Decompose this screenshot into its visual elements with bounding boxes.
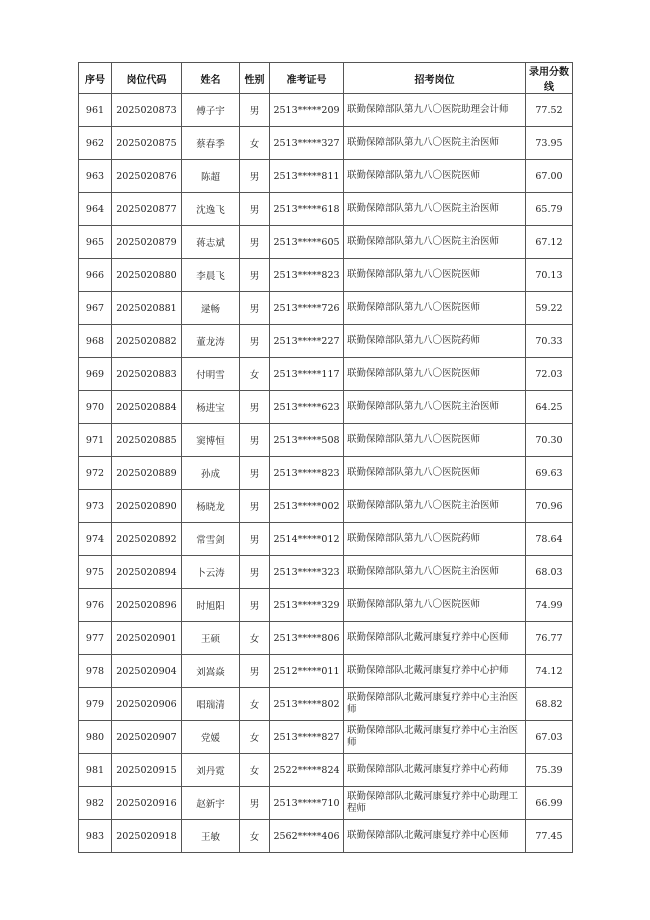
cell-name: 董龙涛 xyxy=(182,325,240,358)
cell-score: 75.39 xyxy=(526,754,573,787)
cell-gender: 男 xyxy=(240,391,270,424)
cell-score: 67.00 xyxy=(526,160,573,193)
table-row xyxy=(79,523,573,556)
table-row xyxy=(79,160,573,193)
cell-score: 70.96 xyxy=(526,490,573,523)
cell-ticket-no: 2513*****623 xyxy=(270,391,344,424)
cell-gender: 男 xyxy=(240,160,270,193)
cell-score: 65.79 xyxy=(526,193,573,226)
cell-seq: 981 xyxy=(79,754,112,787)
cell-position: 联勤保障部队北戴河康复疗养中心药师 xyxy=(344,754,526,787)
cell-ticket-no: 2513*****710 xyxy=(270,787,344,820)
cell-ticket-no: 2562*****406 xyxy=(270,820,344,853)
table-row xyxy=(79,655,573,688)
cell-seq: 975 xyxy=(79,556,112,589)
cell-score: 78.64 xyxy=(526,523,573,556)
cell-score: 66.99 xyxy=(526,787,573,820)
table-header-row xyxy=(79,63,573,94)
cell-position: 联勤保障部队北戴河康复疗养中心主治医师 xyxy=(344,721,526,754)
cell-gender: 男 xyxy=(240,787,270,820)
cell-score: 77.52 xyxy=(526,94,573,127)
cell-name: 孙成 xyxy=(182,457,240,490)
cell-ticket-no: 2513*****209 xyxy=(270,94,344,127)
cell-post-code: 2025020875 xyxy=(112,127,182,160)
header-name: 姓名 xyxy=(182,63,240,94)
cell-gender: 男 xyxy=(240,94,270,127)
cell-post-code: 2025020879 xyxy=(112,226,182,259)
cell-gender: 男 xyxy=(240,325,270,358)
table-row xyxy=(79,457,573,490)
cell-name: 逯畅 xyxy=(182,292,240,325)
cell-seq: 973 xyxy=(79,490,112,523)
cell-ticket-no: 2513*****323 xyxy=(270,556,344,589)
header-seq: 序号 xyxy=(79,63,112,94)
cell-gender: 男 xyxy=(240,556,270,589)
cell-seq: 979 xyxy=(79,688,112,721)
cell-name: 杨晓龙 xyxy=(182,490,240,523)
table-row xyxy=(79,193,573,226)
cell-seq: 982 xyxy=(79,787,112,820)
cell-score: 77.45 xyxy=(526,820,573,853)
cell-score: 67.03 xyxy=(526,721,573,754)
cell-gender: 女 xyxy=(240,754,270,787)
table-row xyxy=(79,721,573,754)
cell-post-code: 2025020885 xyxy=(112,424,182,457)
cell-seq: 967 xyxy=(79,292,112,325)
results-table xyxy=(78,62,573,853)
cell-post-code: 2025020873 xyxy=(112,94,182,127)
table-row xyxy=(79,94,573,127)
cell-score: 76.77 xyxy=(526,622,573,655)
cell-name: 常雪剑 xyxy=(182,523,240,556)
table-row xyxy=(79,820,573,853)
cell-gender: 男 xyxy=(240,226,270,259)
cell-ticket-no: 2513*****508 xyxy=(270,424,344,457)
cell-name: 党媛 xyxy=(182,721,240,754)
cell-seq: 968 xyxy=(79,325,112,358)
cell-name: 刘嵩焱 xyxy=(182,655,240,688)
cell-ticket-no: 2513*****618 xyxy=(270,193,344,226)
cell-position: 联勤保障部队第九八〇医院主治医师 xyxy=(344,127,526,160)
cell-gender: 男 xyxy=(240,292,270,325)
cell-name: 杨进宝 xyxy=(182,391,240,424)
cell-post-code: 2025020882 xyxy=(112,325,182,358)
header-score: 录用分数线 xyxy=(526,63,573,94)
cell-gender: 男 xyxy=(240,457,270,490)
cell-gender: 男 xyxy=(240,259,270,292)
cell-gender: 男 xyxy=(240,655,270,688)
cell-post-code: 2025020915 xyxy=(112,754,182,787)
table-row xyxy=(79,259,573,292)
cell-post-code: 2025020877 xyxy=(112,193,182,226)
cell-seq: 978 xyxy=(79,655,112,688)
cell-post-code: 2025020896 xyxy=(112,589,182,622)
cell-score: 74.99 xyxy=(526,589,573,622)
cell-position: 联勤保障部队第九八〇医院医师 xyxy=(344,424,526,457)
cell-post-code: 2025020884 xyxy=(112,391,182,424)
cell-position: 联勤保障部队第九八〇医院医师 xyxy=(344,457,526,490)
cell-post-code: 2025020916 xyxy=(112,787,182,820)
cell-seq: 976 xyxy=(79,589,112,622)
cell-post-code: 2025020901 xyxy=(112,622,182,655)
cell-position: 联勤保障部队第九八〇医院药师 xyxy=(344,325,526,358)
table-row xyxy=(79,226,573,259)
cell-ticket-no: 2513*****811 xyxy=(270,160,344,193)
cell-position: 联勤保障部队第九八〇医院主治医师 xyxy=(344,193,526,226)
cell-ticket-no: 2513*****327 xyxy=(270,127,344,160)
cell-seq: 983 xyxy=(79,820,112,853)
table-row xyxy=(79,556,573,589)
table-row xyxy=(79,622,573,655)
header-post-code: 岗位代码 xyxy=(112,63,182,94)
cell-name: 王敏 xyxy=(182,820,240,853)
cell-score: 70.33 xyxy=(526,325,573,358)
cell-post-code: 2025020906 xyxy=(112,688,182,721)
cell-position: 联勤保障部队第九八〇医院医师 xyxy=(344,589,526,622)
cell-ticket-no: 2513*****605 xyxy=(270,226,344,259)
cell-post-code: 2025020880 xyxy=(112,259,182,292)
table-row xyxy=(79,589,573,622)
cell-name: 卜云涛 xyxy=(182,556,240,589)
cell-ticket-no: 2513*****806 xyxy=(270,622,344,655)
cell-ticket-no: 2512*****011 xyxy=(270,655,344,688)
cell-gender: 男 xyxy=(240,424,270,457)
cell-post-code: 2025020892 xyxy=(112,523,182,556)
cell-score: 68.03 xyxy=(526,556,573,589)
cell-name: 李晨飞 xyxy=(182,259,240,292)
table-row xyxy=(79,127,573,160)
cell-score: 59.22 xyxy=(526,292,573,325)
cell-ticket-no: 2514*****012 xyxy=(270,523,344,556)
cell-seq: 962 xyxy=(79,127,112,160)
cell-position: 联勤保障部队北戴河康复疗养中心主治医师 xyxy=(344,688,526,721)
cell-seq: 974 xyxy=(79,523,112,556)
cell-seq: 980 xyxy=(79,721,112,754)
cell-gender: 男 xyxy=(240,523,270,556)
cell-position: 联勤保障部队第九八〇医院主治医师 xyxy=(344,490,526,523)
cell-seq: 964 xyxy=(79,193,112,226)
cell-name: 王硕 xyxy=(182,622,240,655)
cell-ticket-no: 2513*****823 xyxy=(270,259,344,292)
cell-seq: 961 xyxy=(79,94,112,127)
cell-seq: 965 xyxy=(79,226,112,259)
cell-ticket-no: 2513*****329 xyxy=(270,589,344,622)
table-row xyxy=(79,292,573,325)
cell-seq: 972 xyxy=(79,457,112,490)
cell-gender: 女 xyxy=(240,820,270,853)
header-gender: 性别 xyxy=(240,63,270,94)
cell-ticket-no: 2513*****002 xyxy=(270,490,344,523)
cell-ticket-no: 2513*****827 xyxy=(270,721,344,754)
cell-ticket-no: 2513*****726 xyxy=(270,292,344,325)
cell-position: 联勤保障部队第九八〇医院医师 xyxy=(344,259,526,292)
cell-position: 联勤保障部队第九八〇医院主治医师 xyxy=(344,556,526,589)
cell-gender: 男 xyxy=(240,490,270,523)
cell-gender: 男 xyxy=(240,589,270,622)
table-row xyxy=(79,787,573,820)
cell-seq: 977 xyxy=(79,622,112,655)
cell-score: 72.03 xyxy=(526,358,573,391)
cell-name: 蒋志斌 xyxy=(182,226,240,259)
cell-seq: 966 xyxy=(79,259,112,292)
cell-position: 联勤保障部队第九八〇医院助理会计师 xyxy=(344,94,526,127)
cell-seq: 970 xyxy=(79,391,112,424)
cell-name: 陈超 xyxy=(182,160,240,193)
cell-post-code: 2025020894 xyxy=(112,556,182,589)
cell-name: 时旭阳 xyxy=(182,589,240,622)
cell-ticket-no: 2513*****227 xyxy=(270,325,344,358)
cell-position: 联勤保障部队第九八〇医院医师 xyxy=(344,358,526,391)
cell-name: 赵新宇 xyxy=(182,787,240,820)
cell-ticket-no: 2513*****802 xyxy=(270,688,344,721)
cell-name: 沈逸飞 xyxy=(182,193,240,226)
table-row xyxy=(79,688,573,721)
cell-ticket-no: 2513*****117 xyxy=(270,358,344,391)
cell-position: 联勤保障部队北戴河康复疗养中心医师 xyxy=(344,622,526,655)
cell-name: 唱瑞清 xyxy=(182,688,240,721)
cell-post-code: 2025020890 xyxy=(112,490,182,523)
table-row xyxy=(79,490,573,523)
cell-score: 70.30 xyxy=(526,424,573,457)
table-row xyxy=(79,754,573,787)
cell-gender: 女 xyxy=(240,721,270,754)
cell-seq: 969 xyxy=(79,358,112,391)
cell-post-code: 2025020883 xyxy=(112,358,182,391)
table-row xyxy=(79,358,573,391)
header-ticket-no: 准考证号 xyxy=(270,63,344,94)
cell-seq: 963 xyxy=(79,160,112,193)
cell-position: 联勤保障部队第九八〇医院医师 xyxy=(344,160,526,193)
cell-post-code: 2025020881 xyxy=(112,292,182,325)
cell-position: 联勤保障部队第九八〇医院医师 xyxy=(344,292,526,325)
cell-position: 联勤保障部队第九八〇医院主治医师 xyxy=(344,391,526,424)
cell-score: 74.12 xyxy=(526,655,573,688)
cell-gender: 男 xyxy=(240,193,270,226)
cell-score: 69.63 xyxy=(526,457,573,490)
cell-score: 68.82 xyxy=(526,688,573,721)
header-position: 招考岗位 xyxy=(344,63,526,94)
cell-ticket-no: 2522*****824 xyxy=(270,754,344,787)
cell-post-code: 2025020918 xyxy=(112,820,182,853)
cell-seq: 971 xyxy=(79,424,112,457)
cell-position: 联勤保障部队第九八〇医院药师 xyxy=(344,523,526,556)
table-row xyxy=(79,391,573,424)
cell-name: 付明雪 xyxy=(182,358,240,391)
cell-post-code: 2025020904 xyxy=(112,655,182,688)
cell-score: 70.13 xyxy=(526,259,573,292)
table-row xyxy=(79,424,573,457)
cell-position: 联勤保障部队北戴河康复疗养中心助理工程师 xyxy=(344,787,526,820)
table-body xyxy=(79,94,573,853)
cell-ticket-no: 2513*****823 xyxy=(270,457,344,490)
cell-gender: 女 xyxy=(240,358,270,391)
cell-score: 64.25 xyxy=(526,391,573,424)
cell-name: 傅子宇 xyxy=(182,94,240,127)
cell-name: 蔡春季 xyxy=(182,127,240,160)
cell-gender: 女 xyxy=(240,127,270,160)
cell-post-code: 2025020876 xyxy=(112,160,182,193)
cell-position: 联勤保障部队北戴河康复疗养中心护师 xyxy=(344,655,526,688)
cell-name: 刘丹霓 xyxy=(182,754,240,787)
cell-post-code: 2025020889 xyxy=(112,457,182,490)
cell-gender: 女 xyxy=(240,622,270,655)
cell-position: 联勤保障部队北戴河康复疗养中心医师 xyxy=(344,820,526,853)
cell-position: 联勤保障部队第九八〇医院主治医师 xyxy=(344,226,526,259)
table-row xyxy=(79,325,573,358)
cell-post-code: 2025020907 xyxy=(112,721,182,754)
cell-gender: 女 xyxy=(240,688,270,721)
cell-name: 窦博恒 xyxy=(182,424,240,457)
cell-score: 67.12 xyxy=(526,226,573,259)
cell-score: 73.95 xyxy=(526,127,573,160)
